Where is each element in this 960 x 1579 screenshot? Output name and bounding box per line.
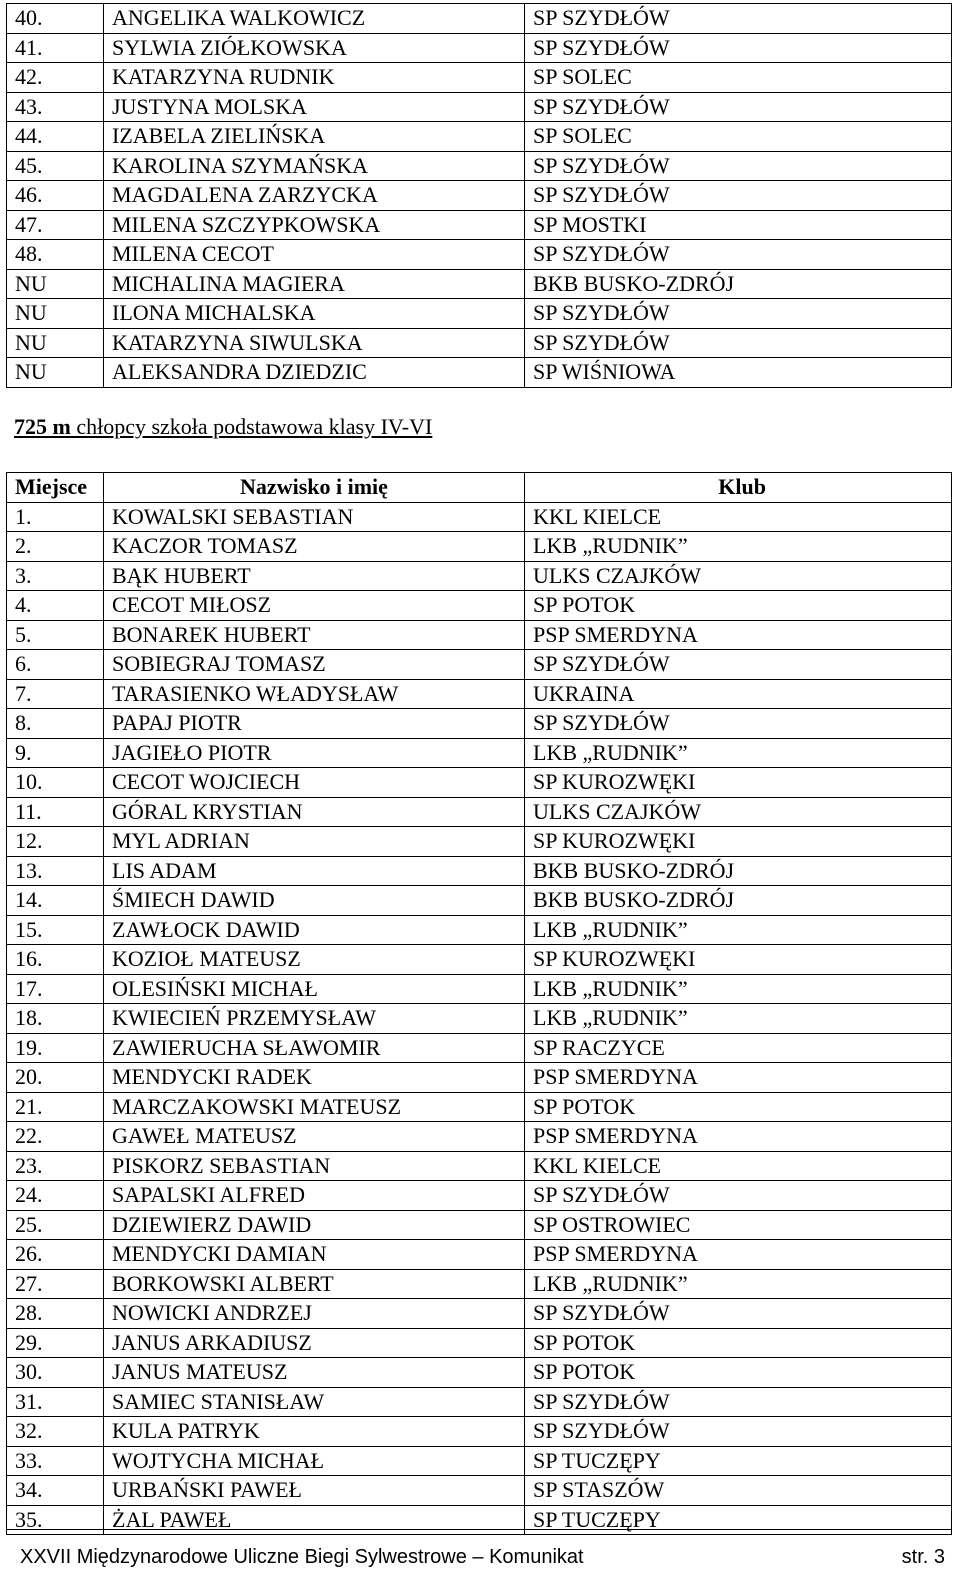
name-cell: ZAWIERUCHA SŁAWOMIR xyxy=(104,1033,525,1063)
place-cell: 28. xyxy=(7,1299,104,1329)
club-cell: UKRAINA xyxy=(525,679,952,709)
place-cell: 13. xyxy=(7,856,104,886)
name-cell: OLESIŃSKI MICHAŁ xyxy=(104,974,525,1004)
name-cell: MENDYCKI DAMIAN xyxy=(104,1240,525,1270)
table-row xyxy=(7,240,952,270)
name-cell: CECOT MIŁOSZ xyxy=(104,591,525,621)
place-cell: 2. xyxy=(7,532,104,562)
club-cell: SP STASZÓW xyxy=(525,1476,952,1506)
table-row xyxy=(7,1004,952,1034)
name-cell: KOZIOŁ MATEUSZ xyxy=(104,945,525,975)
table-row xyxy=(7,591,952,621)
club-cell: SP POTOK xyxy=(525,1092,952,1122)
place-cell: 29. xyxy=(7,1328,104,1358)
place-cell: 16. xyxy=(7,945,104,975)
table-row xyxy=(7,856,952,886)
name-cell: KATARZYNA RUDNIK xyxy=(104,63,525,93)
club-cell: SP SOLEC xyxy=(525,122,952,152)
name-cell: MICHALINA MAGIERA xyxy=(104,269,525,299)
place-cell: 21. xyxy=(7,1092,104,1122)
table-row xyxy=(7,1063,952,1093)
table-row xyxy=(7,1240,952,1270)
results-table-previous xyxy=(6,3,952,388)
club-cell: SP MOSTKI xyxy=(525,210,952,240)
table-row xyxy=(7,679,952,709)
name-cell: TARASIENKO WŁADYSŁAW xyxy=(104,679,525,709)
table-row xyxy=(7,532,952,562)
place-cell: 11. xyxy=(7,797,104,827)
club-cell: LKB „RUDNIK” xyxy=(525,532,952,562)
name-cell: MILENA SZCZYPKOWSKA xyxy=(104,210,525,240)
table-row xyxy=(7,1387,952,1417)
place-cell: 41. xyxy=(7,33,104,63)
place-cell: 44. xyxy=(7,122,104,152)
club-cell: BKB BUSKO-ZDRÓJ xyxy=(525,856,952,886)
club-cell: PSP SMERDYNA xyxy=(525,1240,952,1270)
table-row xyxy=(7,974,952,1004)
section-title xyxy=(14,414,432,440)
place-cell: 25. xyxy=(7,1210,104,1240)
place-cell: 19. xyxy=(7,1033,104,1063)
results-table-boys-body xyxy=(7,502,952,1535)
place-cell: 27. xyxy=(7,1269,104,1299)
name-cell: ŻAL PAWEŁ xyxy=(104,1505,525,1535)
place-cell: 23. xyxy=(7,1151,104,1181)
table-row xyxy=(7,945,952,975)
name-cell: KULA PATRYK xyxy=(104,1417,525,1447)
place-cell: 5. xyxy=(7,620,104,650)
club-cell: LKB „RUDNIK” xyxy=(525,1004,952,1034)
club-cell: SP TUCZĘPY xyxy=(525,1505,952,1535)
name-cell: BĄK HUBERT xyxy=(104,561,525,591)
table-row xyxy=(7,1181,952,1211)
place-cell: 42. xyxy=(7,63,104,93)
club-cell: SP POTOK xyxy=(525,591,952,621)
club-cell: KKL KIELCE xyxy=(525,502,952,532)
table-row xyxy=(7,1122,952,1152)
name-cell: BONAREK HUBERT xyxy=(104,620,525,650)
name-cell: JANUS MATEUSZ xyxy=(104,1358,525,1388)
section-title-distance: 725 m xyxy=(14,414,71,439)
club-cell: SP OSTROWIEC xyxy=(525,1210,952,1240)
table-row xyxy=(7,1092,952,1122)
place-cell: 47. xyxy=(7,210,104,240)
name-cell: CECOT WOJCIECH xyxy=(104,768,525,798)
results-table-previous-body xyxy=(7,4,952,388)
page-number: str. 3 xyxy=(901,1546,945,1568)
table-row xyxy=(7,1358,952,1388)
name-cell: MYL ADRIAN xyxy=(104,827,525,857)
club-cell: SP SZYDŁÓW xyxy=(525,240,952,270)
table-row xyxy=(7,151,952,181)
club-cell: BKB BUSKO-ZDRÓJ xyxy=(525,269,952,299)
name-cell: PISKORZ SEBASTIAN xyxy=(104,1151,525,1181)
place-cell: 33. xyxy=(7,1446,104,1476)
place-cell: 43. xyxy=(7,92,104,122)
club-cell: KKL KIELCE xyxy=(525,1151,952,1181)
name-cell: NOWICKI ANDRZEJ xyxy=(104,1299,525,1329)
name-cell: DZIEWIERZ DAWID xyxy=(104,1210,525,1240)
club-cell: LKB „RUDNIK” xyxy=(525,1269,952,1299)
table-row xyxy=(7,502,952,532)
table-row xyxy=(7,709,952,739)
table-row xyxy=(7,797,952,827)
header-name: Nazwisko i imię xyxy=(104,473,525,503)
table-header-row xyxy=(7,473,952,503)
name-cell: KAROLINA SZYMAŃSKA xyxy=(104,151,525,181)
name-cell: LIS ADAM xyxy=(104,856,525,886)
name-cell: KOWALSKI SEBASTIAN xyxy=(104,502,525,532)
name-cell: MENDYCKI RADEK xyxy=(104,1063,525,1093)
name-cell: SOBIEGRAJ TOMASZ xyxy=(104,650,525,680)
club-cell: LKB „RUDNIK” xyxy=(525,915,952,945)
club-cell: SP SOLEC xyxy=(525,63,952,93)
footer-title: XXVII Międzynarodowe Uliczne Biegi Sylwestrowe – Komunikat xyxy=(20,1546,584,1568)
place-cell: 15. xyxy=(7,915,104,945)
name-cell: GÓRAL KRYSTIAN xyxy=(104,797,525,827)
table-row xyxy=(7,1299,952,1329)
place-cell: 35. xyxy=(7,1505,104,1535)
place-cell: 48. xyxy=(7,240,104,270)
table-row xyxy=(7,1328,952,1358)
table-row xyxy=(7,1446,952,1476)
name-cell: ALEKSANDRA DZIEDZIC xyxy=(104,358,525,388)
table-row xyxy=(7,210,952,240)
club-cell: SP SZYDŁÓW xyxy=(525,650,952,680)
club-cell: SP KUROZWĘKI xyxy=(525,768,952,798)
club-cell: SP SZYDŁÓW xyxy=(525,92,952,122)
club-cell: SP KUROZWĘKI xyxy=(525,827,952,857)
name-cell: BORKOWSKI ALBERT xyxy=(104,1269,525,1299)
club-cell: BKB BUSKO-ZDRÓJ xyxy=(525,886,952,916)
name-cell: SAPALSKI ALFRED xyxy=(104,1181,525,1211)
name-cell: JANUS ARKADIUSZ xyxy=(104,1328,525,1358)
place-cell: 24. xyxy=(7,1181,104,1211)
table-row xyxy=(7,122,952,152)
name-cell: ŚMIECH DAWID xyxy=(104,886,525,916)
club-cell: SP SZYDŁÓW xyxy=(525,4,952,34)
header-place: Miejsce xyxy=(7,473,104,503)
place-cell: 32. xyxy=(7,1417,104,1447)
place-cell: 40. xyxy=(7,4,104,34)
club-cell: SP SZYDŁÓW xyxy=(525,328,952,358)
club-cell: LKB „RUDNIK” xyxy=(525,738,952,768)
table-row xyxy=(7,827,952,857)
table-row xyxy=(7,181,952,211)
place-cell: NU xyxy=(7,358,104,388)
table-row xyxy=(7,768,952,798)
table-row xyxy=(7,4,952,34)
club-cell: SP SZYDŁÓW xyxy=(525,1417,952,1447)
table-row xyxy=(7,1476,952,1506)
name-cell: URBAŃSKI PAWEŁ xyxy=(104,1476,525,1506)
table-row xyxy=(7,1417,952,1447)
place-cell: 7. xyxy=(7,679,104,709)
club-cell: SP SZYDŁÓW xyxy=(525,709,952,739)
table-row xyxy=(7,561,952,591)
place-cell: 3. xyxy=(7,561,104,591)
club-cell: SP SZYDŁÓW xyxy=(525,33,952,63)
name-cell: MAGDALENA ZARZYCKA xyxy=(104,181,525,211)
name-cell: SAMIEC STANISŁAW xyxy=(104,1387,525,1417)
name-cell: SYLWIA ZIÓŁKOWSKA xyxy=(104,33,525,63)
club-cell: SP SZYDŁÓW xyxy=(525,181,952,211)
place-cell: 1. xyxy=(7,502,104,532)
place-cell: 18. xyxy=(7,1004,104,1034)
club-cell: LKB „RUDNIK” xyxy=(525,974,952,1004)
place-cell: 6. xyxy=(7,650,104,680)
club-cell: PSP SMERDYNA xyxy=(525,1122,952,1152)
table-row xyxy=(7,33,952,63)
club-cell: SP SZYDŁÓW xyxy=(525,1299,952,1329)
name-cell: WOJTYCHA MICHAŁ xyxy=(104,1446,525,1476)
place-cell: 45. xyxy=(7,151,104,181)
name-cell: ZAWŁOCK DAWID xyxy=(104,915,525,945)
name-cell: MARCZAKOWSKI MATEUSZ xyxy=(104,1092,525,1122)
table-row xyxy=(7,915,952,945)
club-cell: PSP SMERDYNA xyxy=(525,1063,952,1093)
name-cell: PAPAJ PIOTR xyxy=(104,709,525,739)
club-cell: PSP SMERDYNA xyxy=(525,620,952,650)
table-row xyxy=(7,738,952,768)
page-footer xyxy=(6,1529,951,1578)
name-cell: JUSTYNA MOLSKA xyxy=(104,92,525,122)
club-cell: SP KUROZWĘKI xyxy=(525,945,952,975)
name-cell: KATARZYNA SIWULSKA xyxy=(104,328,525,358)
club-cell: SP RACZYCE xyxy=(525,1033,952,1063)
name-cell: JAGIEŁO PIOTR xyxy=(104,738,525,768)
place-cell: NU xyxy=(7,299,104,329)
place-cell: 8. xyxy=(7,709,104,739)
place-cell: 9. xyxy=(7,738,104,768)
place-cell: 30. xyxy=(7,1358,104,1388)
place-cell: 4. xyxy=(7,591,104,621)
club-cell: SP SZYDŁÓW xyxy=(525,1181,952,1211)
table-row xyxy=(7,1151,952,1181)
place-cell: 14. xyxy=(7,886,104,916)
name-cell: KACZOR TOMASZ xyxy=(104,532,525,562)
club-cell: SP POTOK xyxy=(525,1358,952,1388)
club-cell: SP TUCZĘPY xyxy=(525,1446,952,1476)
club-cell: SP WIŚNIOWA xyxy=(525,358,952,388)
place-cell: 17. xyxy=(7,974,104,1004)
place-cell: NU xyxy=(7,269,104,299)
results-table-boys xyxy=(6,472,952,1535)
table-row xyxy=(7,269,952,299)
table-row xyxy=(7,1210,952,1240)
table-row xyxy=(7,358,952,388)
table-row xyxy=(7,650,952,680)
club-cell: ULKS CZAJKÓW xyxy=(525,561,952,591)
place-cell: 12. xyxy=(7,827,104,857)
table-row xyxy=(7,620,952,650)
club-cell: SP SZYDŁÓW xyxy=(525,1387,952,1417)
place-cell: 26. xyxy=(7,1240,104,1270)
place-cell: 22. xyxy=(7,1122,104,1152)
club-cell: SP SZYDŁÓW xyxy=(525,299,952,329)
club-cell: SP SZYDŁÓW xyxy=(525,151,952,181)
place-cell: NU xyxy=(7,328,104,358)
place-cell: 10. xyxy=(7,768,104,798)
name-cell: MILENA CECOT xyxy=(104,240,525,270)
table-row xyxy=(7,299,952,329)
place-cell: 31. xyxy=(7,1387,104,1417)
club-cell: ULKS CZAJKÓW xyxy=(525,797,952,827)
table-row xyxy=(7,63,952,93)
table-row xyxy=(7,1033,952,1063)
table-row xyxy=(7,92,952,122)
header-club: Klub xyxy=(525,473,952,503)
name-cell: ANGELIKA WALKOWICZ xyxy=(104,4,525,34)
section-title-category: chłopcy szkoła podstawowa klasy IV-VI xyxy=(70,414,433,439)
club-cell: SP POTOK xyxy=(525,1328,952,1358)
name-cell: IZABELA ZIELIŃSKA xyxy=(104,122,525,152)
place-cell: 46. xyxy=(7,181,104,211)
name-cell: ILONA MICHALSKA xyxy=(104,299,525,329)
table-row xyxy=(7,1269,952,1299)
name-cell: GAWEŁ MATEUSZ xyxy=(104,1122,525,1152)
name-cell: KWIECIEŃ PRZEMYSŁAW xyxy=(104,1004,525,1034)
place-cell: 34. xyxy=(7,1476,104,1506)
place-cell: 20. xyxy=(7,1063,104,1093)
table-row xyxy=(7,886,952,916)
table-row xyxy=(7,328,952,358)
